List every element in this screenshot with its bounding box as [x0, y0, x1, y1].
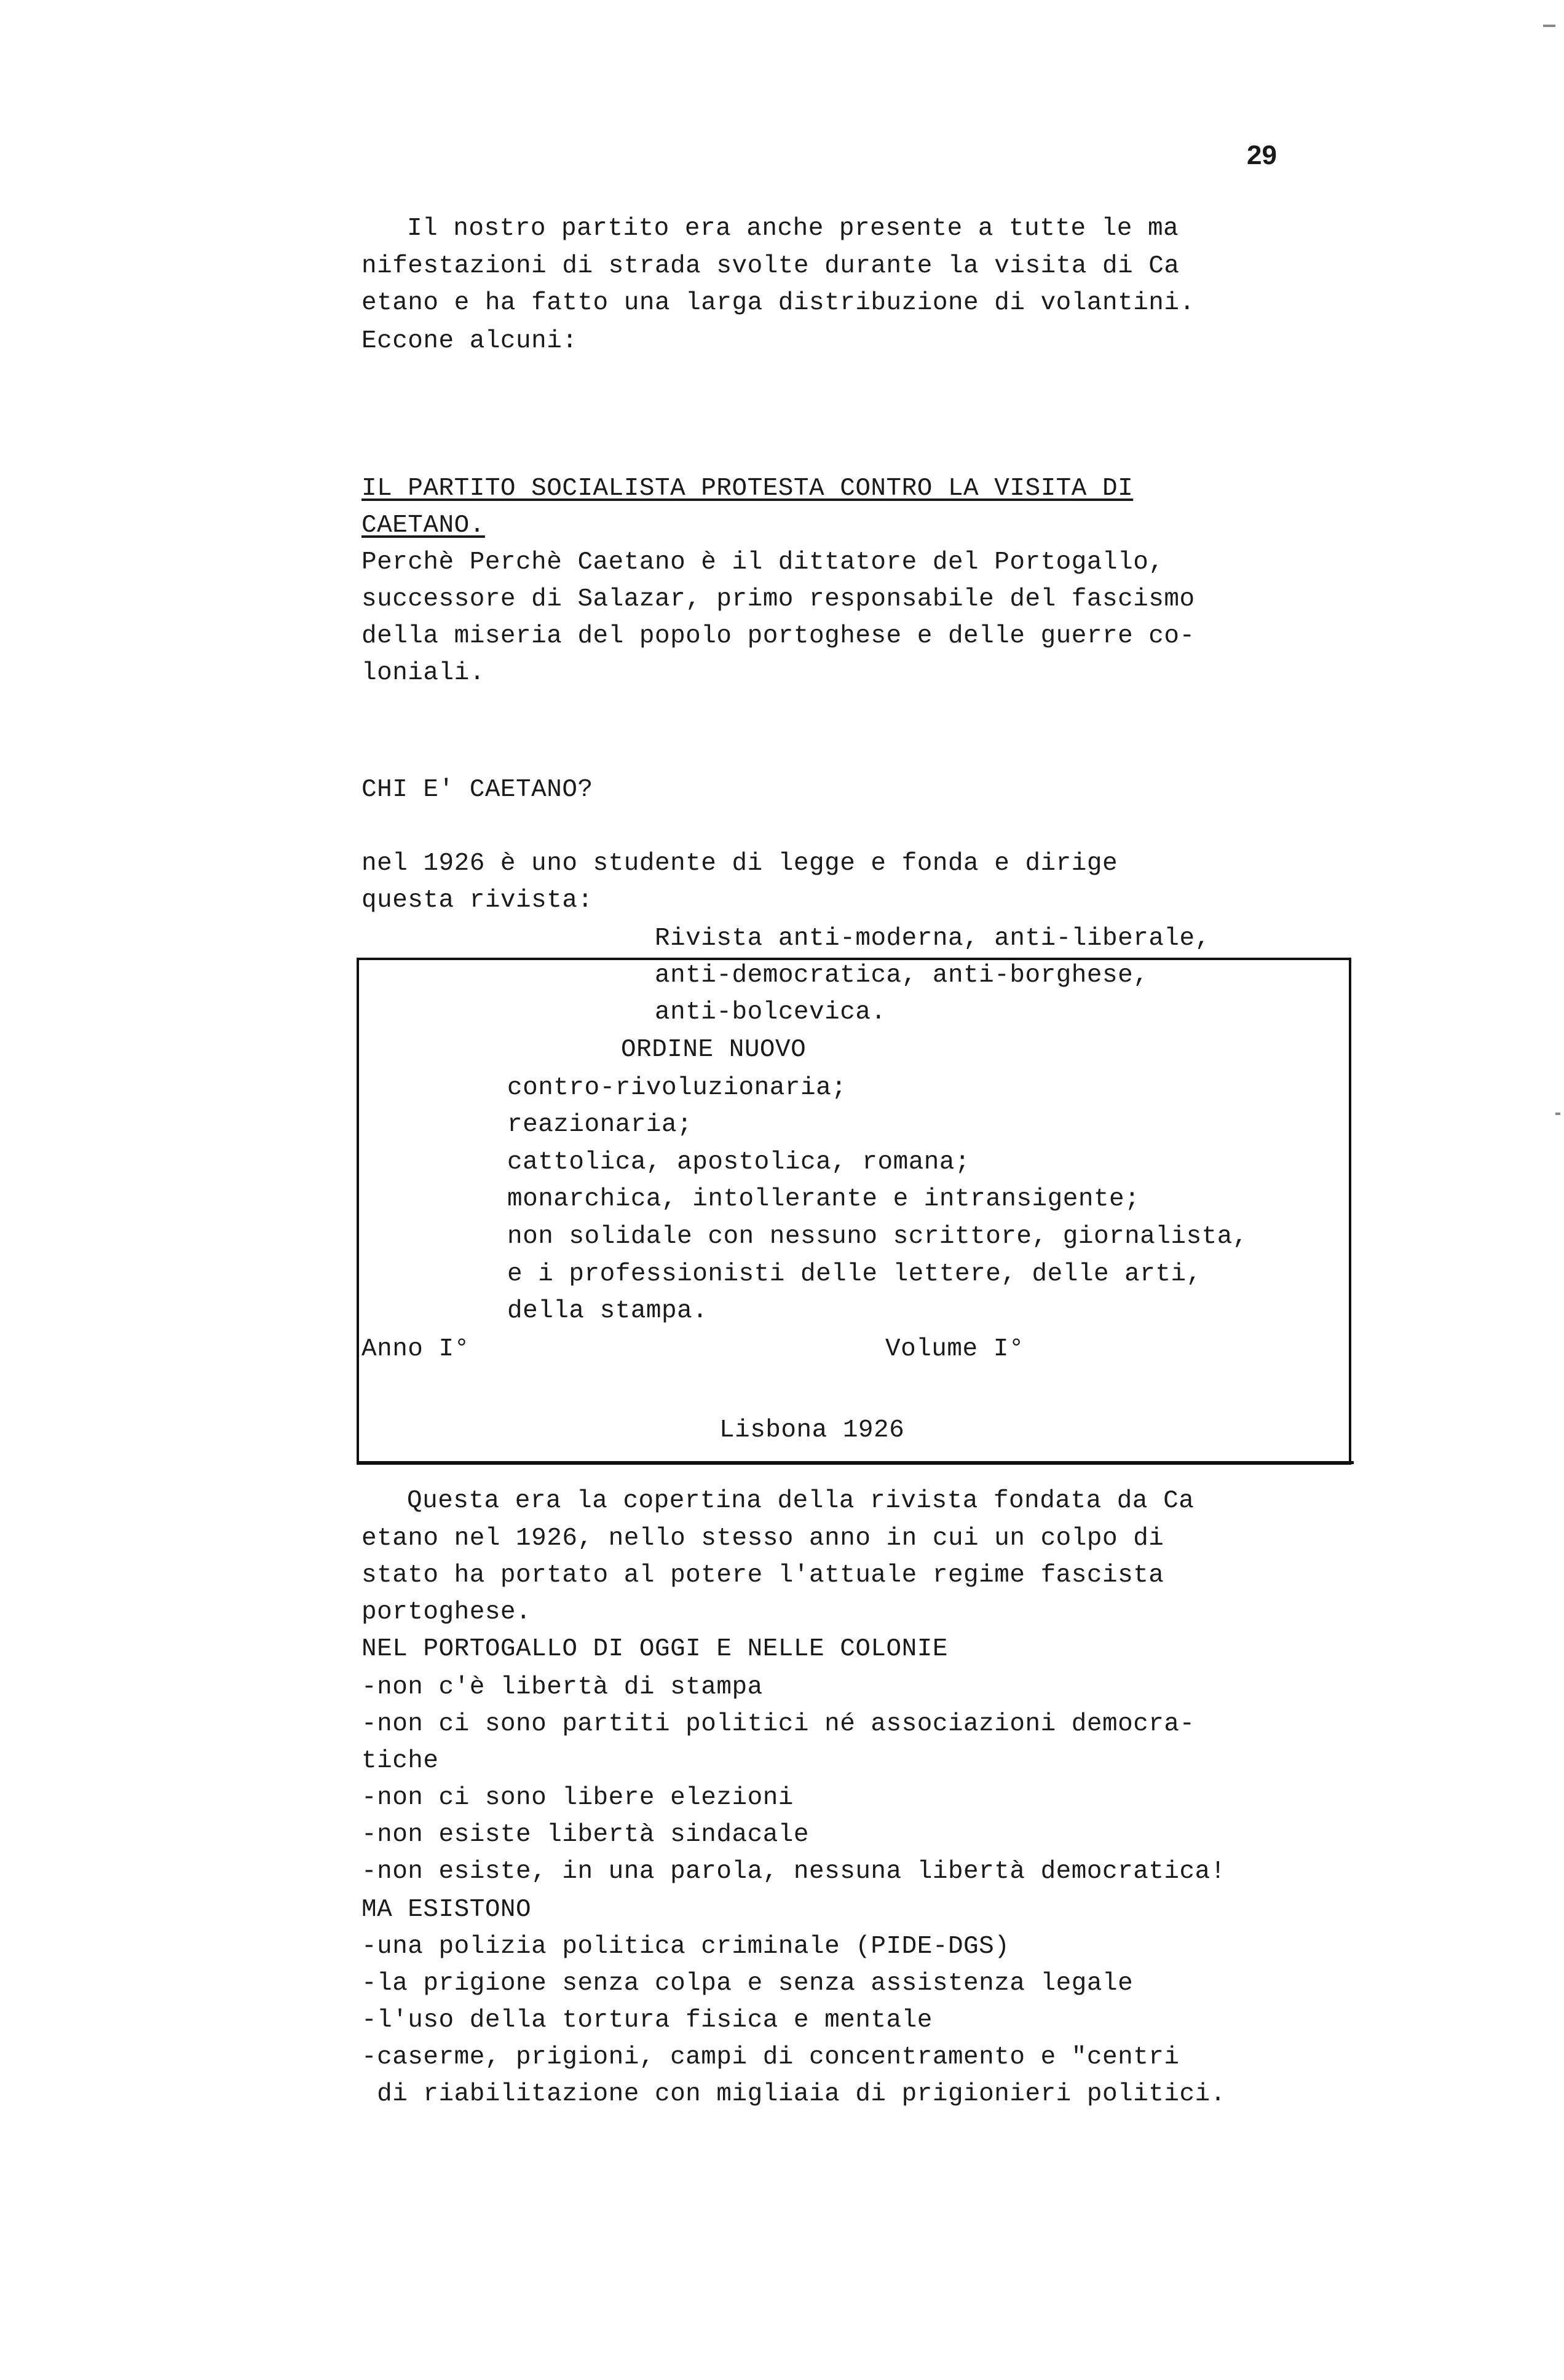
cover-manifesto-line: monarchica, intollerante e intransigente; [507, 1185, 1140, 1213]
cover-volume: Volume I° [885, 1335, 1024, 1363]
today-item: tiche [361, 1747, 439, 1775]
scan-mark [1555, 1113, 1560, 1115]
leaflet-line: Perchè Perchè Caetano è il dittatore del Portogallo, [361, 548, 1164, 577]
cover-subtitle-line: anti-democratica, anti-borghese, [655, 961, 1149, 990]
after-cover-line: Questa era la copertina della rivista fondata da Ca [407, 1487, 1195, 1515]
exists-item: -la prigione senza colpa e senza assistenza legale [361, 1969, 1134, 1998]
leaflet-line: successore di Salazar, primo responsabile del fascismo [361, 585, 1195, 613]
cover-place-date: Lisbona 1926 [719, 1416, 905, 1444]
magazine-cover-box-shadow [357, 1461, 1354, 1464]
exists-heading: MA ESISTONO [361, 1896, 532, 1924]
exists-item: di riabilitazione con migliaia di prigionieri politici. [361, 2080, 1226, 2108]
exists-item: -una polizia politica criminale (PIDE-DGS) [361, 1933, 1010, 1961]
today-item: -non esiste libertà sindacale [361, 1821, 810, 1849]
exists-item: -l'uso della tortura fisica e mentale [361, 2006, 933, 2035]
after-cover-line: etano nel 1926, nello stesso anno in cui un colpo di [361, 1524, 1164, 1553]
intro-line: Eccone alcuni: [361, 327, 578, 355]
cover-subtitle-line: Rivista anti-moderna, anti-liberale, [655, 924, 1211, 953]
intro-line: nifestazioni di strada svolte durante la visita di Ca [361, 252, 1180, 280]
scan-mark [1543, 25, 1555, 27]
today-item: -non esiste, in una parola, nessuna libertà democratica! [361, 1858, 1226, 1886]
cover-year: Anno I° [361, 1335, 470, 1363]
leaflet-heading: IL PARTITO SOCIALISTA PROTESTA CONTRO LA VISITA DI [361, 475, 1134, 503]
cover-manifesto-line: cattolica, apostolica, romana; [507, 1148, 971, 1176]
today-item: -non ci sono libere elezioni [361, 1784, 794, 1812]
cover-manifesto-line: e i professionisti delle lettere, delle arti, [507, 1260, 1202, 1288]
cover-title: ORDINE NUOVO [621, 1036, 807, 1064]
cover-manifesto-line: reazionaria; [507, 1111, 693, 1139]
today-item: -non c'è libertà di stampa [361, 1673, 763, 1701]
cover-manifesto-line: contro-rivoluzionaria; [507, 1074, 847, 1102]
today-item: -non ci sono partiti politici né associazioni democra- [361, 1710, 1195, 1738]
after-cover-line: portoghese. [361, 1598, 532, 1626]
leaflet-line: loniali. [361, 659, 485, 687]
who-line: nel 1926 è uno studente di legge e fonda e dirige [361, 849, 1118, 878]
today-heading: NEL PORTOGALLO DI OGGI E NELLE COLONIE [361, 1635, 948, 1663]
after-cover-line: stato ha portato al potere l'attuale regime fascista [361, 1561, 1164, 1590]
who-heading: CHI E' CAETANO? [361, 776, 593, 804]
intro-line: etano e ha fatto una larga distribuzione di volantini. [361, 289, 1195, 317]
leaflet-heading-continued: CAETANO. [361, 511, 485, 540]
page-number: 29 [1247, 140, 1277, 170]
cover-subtitle-line: anti-bolcevica. [655, 998, 887, 1026]
exists-item: -caserme, prigioni, campi di concentramento e "centri [361, 2043, 1180, 2071]
who-line: questa rivista: [361, 886, 593, 915]
cover-manifesto-line: non solidale con nessuno scrittore, giornalista, [507, 1223, 1248, 1251]
intro-line: Il nostro partito era anche presente a tutte le ma [407, 215, 1179, 243]
leaflet-line: della miseria del popolo portoghese e delle guerre co- [361, 622, 1195, 650]
cover-manifesto-line: della stampa. [507, 1297, 708, 1325]
